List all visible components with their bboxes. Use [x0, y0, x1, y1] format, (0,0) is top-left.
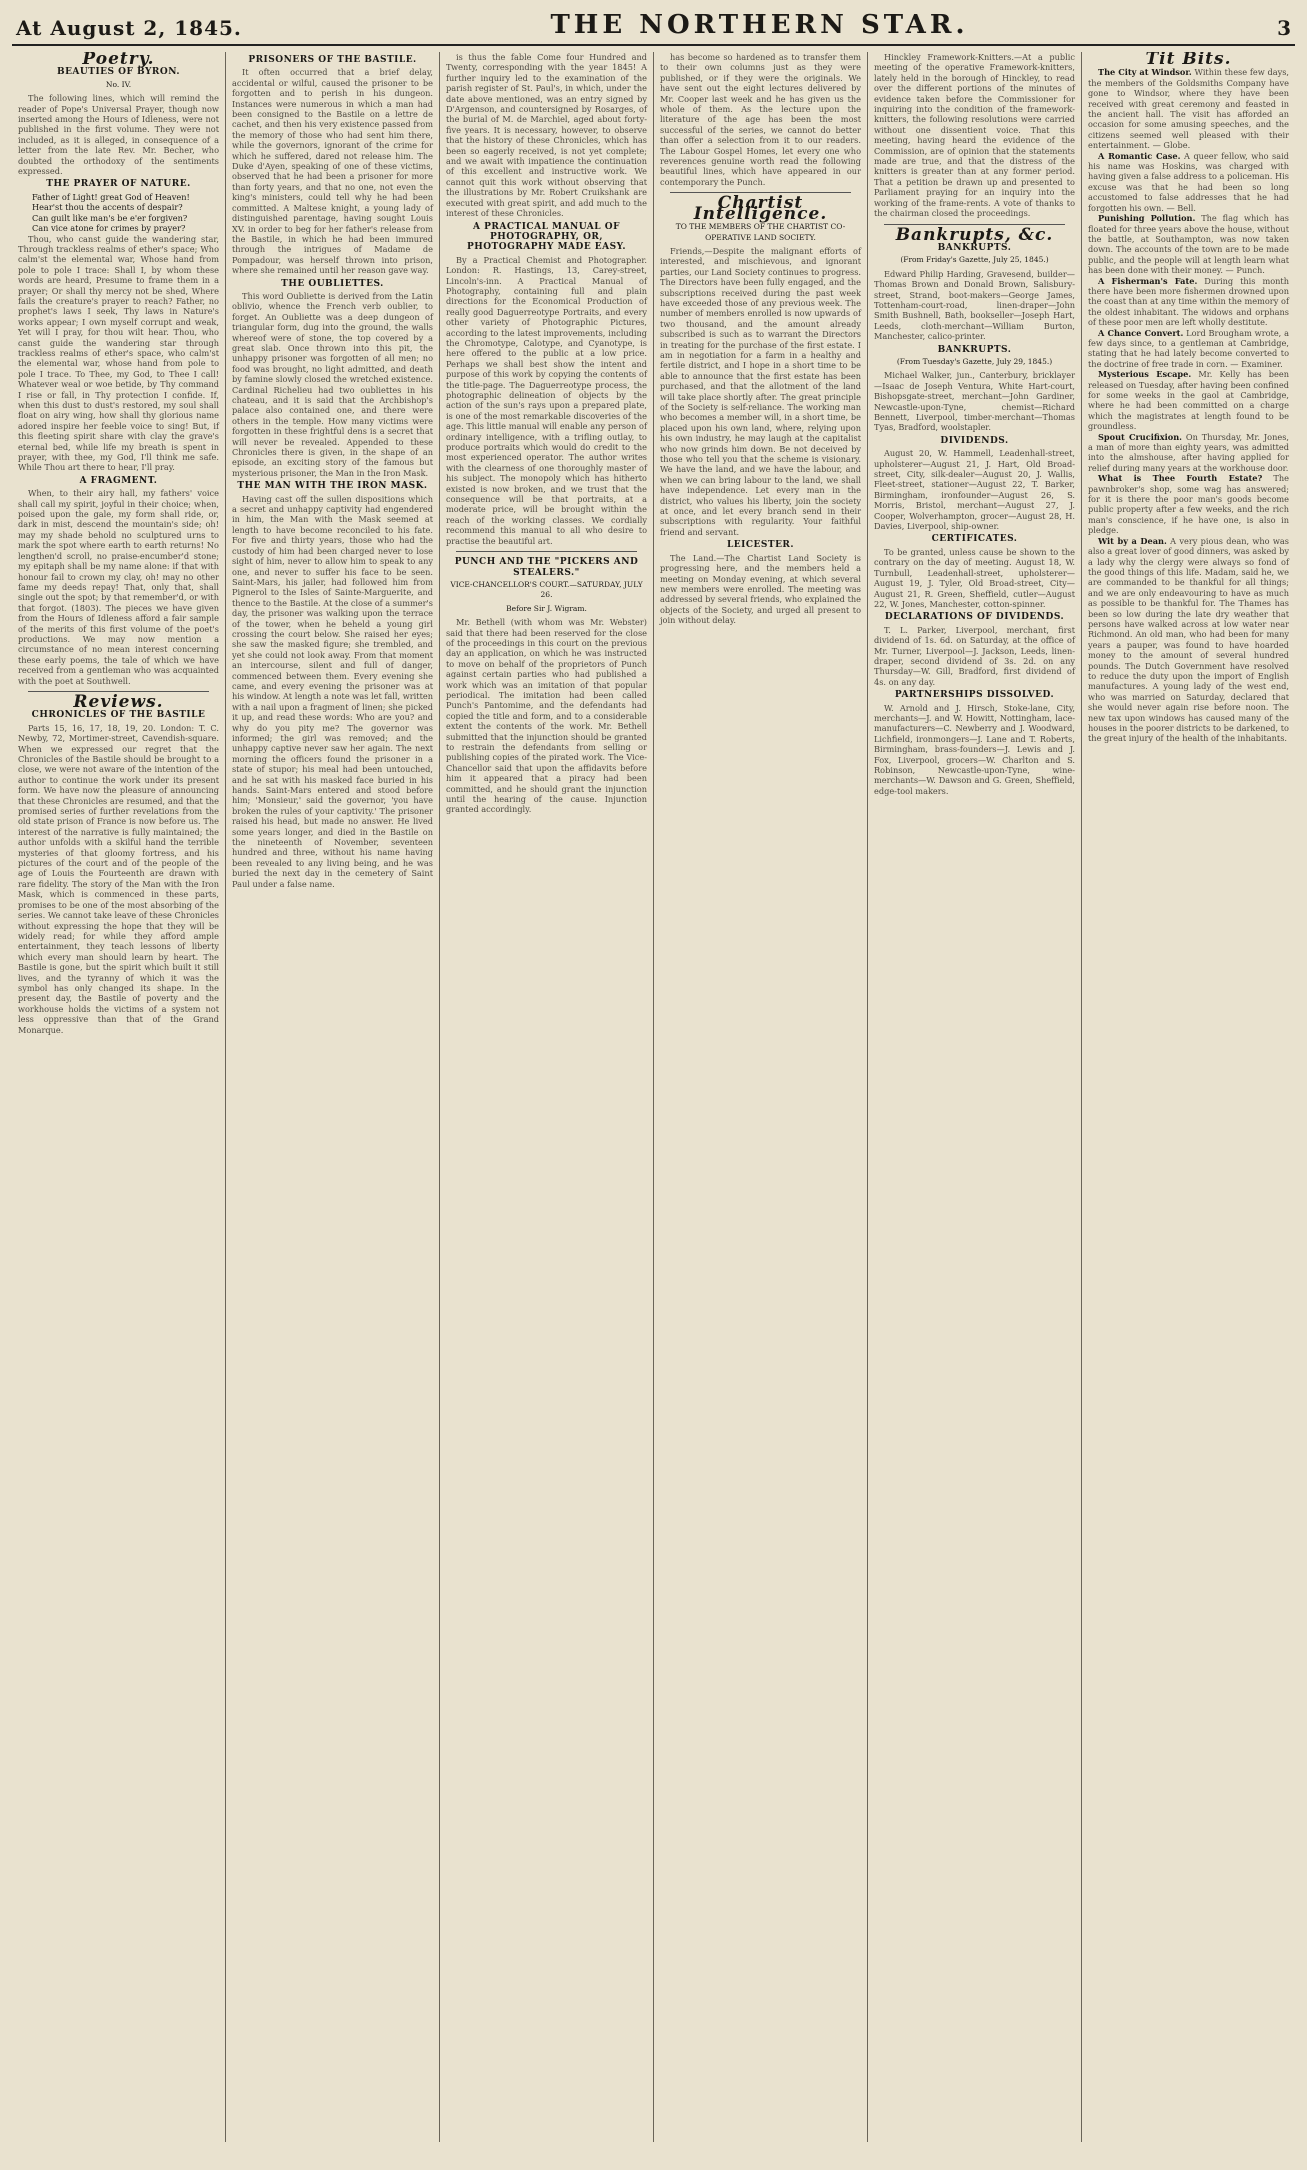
columns	[12, 52, 1295, 2142]
punch-head: PUNCH AND THE "PICKERS AND STEALERS."	[454, 557, 639, 578]
partnerships-head: PARTNERSHIPS DISSOLVED.	[894, 690, 1055, 701]
review-text	[18, 723, 219, 1035]
section-tit-bits: Tit Bits.	[1145, 52, 1232, 69]
column-5	[868, 52, 1082, 2142]
article-subhead: THE MAN WITH THE IRON MASK.	[237, 481, 428, 492]
article-text	[446, 255, 647, 546]
poem2-title: THE PRAYER OF NATURE.	[46, 179, 191, 190]
column-3	[440, 52, 654, 2142]
fragment-text	[18, 488, 219, 686]
article-text	[660, 246, 861, 537]
article-text	[232, 494, 433, 889]
punch-sub: VICE-CHANCELLOR'S COURT.—SATURDAY, JULY 26.	[450, 579, 643, 600]
masthead	[12, 10, 1295, 46]
tit-bit-title: Mysterious Escape.	[1098, 369, 1192, 380]
tit-bit	[1088, 369, 1289, 431]
bankrupt-list	[874, 370, 1075, 432]
tit-bit	[1088, 151, 1289, 213]
verse-block	[18, 192, 219, 234]
certificate-list	[874, 547, 1075, 609]
bankrupts-head: BANKRUPTS.	[937, 344, 1012, 355]
divider	[456, 551, 637, 552]
section-poetry: Poetry.	[82, 52, 155, 69]
article-text	[660, 52, 861, 187]
review-title: CHRONICLES OF THE BASTILE	[31, 710, 206, 721]
newspaper-page	[12, 10, 1295, 2150]
tit-bit-title: A Chance Convert.	[1098, 327, 1184, 338]
article-subhead: THE OUBLIETTES.	[281, 278, 384, 289]
masthead-date: At August 2, 1845.	[16, 16, 242, 40]
verse-continued	[18, 234, 219, 473]
column-2	[226, 52, 440, 2142]
tit-bit-title: The City at Windsor.	[1098, 67, 1192, 78]
tit-bit	[1088, 328, 1289, 370]
fragment-title: A FRAGMENT.	[79, 475, 158, 486]
verse-line: Father of Light! great God of Heaven!	[32, 191, 190, 202]
column-1	[12, 52, 226, 2142]
article-text	[232, 67, 433, 275]
section-bankrupts: Bankrupts, &c.	[895, 224, 1054, 245]
tit-bit-title: A Fisherman's Fate.	[1098, 275, 1198, 286]
tit-bit	[1088, 536, 1289, 744]
dividends-head: DIVIDENDS.	[940, 435, 1009, 446]
tit-bit	[1088, 213, 1289, 275]
dividend-list	[874, 448, 1075, 531]
article-text	[446, 52, 647, 219]
tit-bit-title: Wit by a Dean.	[1098, 535, 1167, 546]
poem-intro	[18, 93, 219, 176]
leicester-head: LEICESTER.	[726, 540, 795, 551]
verse-line: Can vice atone for crimes by prayer?	[32, 223, 186, 234]
tit-bit-title: What is Thee Fourth Estate?	[1098, 473, 1263, 484]
tit-bit-title: A Romantic Case.	[1098, 150, 1181, 161]
article-text	[232, 291, 433, 478]
article-head: PRISONERS OF THE BASTILE.	[248, 55, 417, 65]
column-4	[654, 52, 868, 2142]
bankrupt-list	[874, 269, 1075, 342]
tit-bit	[1088, 473, 1289, 535]
poem-number: No. IV.	[105, 79, 132, 89]
tit-bit	[1088, 67, 1289, 150]
section-reviews: Reviews.	[73, 691, 164, 712]
article-text	[874, 52, 1075, 219]
tit-bit-title: Punishing Pollution.	[1098, 213, 1196, 224]
bankrupts-sub: (From Tuesday's Gazette, July 29, 1845.)	[896, 356, 1053, 366]
page-number: 3	[1277, 16, 1291, 40]
article-text	[446, 617, 647, 815]
bankrupts-head: BANKRUPTS.	[937, 242, 1012, 253]
punch-sub2: Before Sir J. Wigram.	[506, 603, 587, 613]
tit-bit	[1088, 276, 1289, 328]
tit-bit-title: Spout Crucifixion.	[1098, 431, 1183, 442]
article-head: A PRACTICAL MANUAL OF PHOTOGRAPHY, OR, PHOTOGRAPHY MADE EASY.	[466, 221, 627, 253]
certificates-head: CERTIFICATES.	[931, 534, 1018, 545]
bankrupts-sub: (From Friday's Gazette, July 25, 1845.)	[900, 255, 1049, 265]
declarations-head: DECLARATIONS OF DIVIDENDS.	[884, 612, 1065, 623]
section-chartist: Chartist Intelligence.	[693, 193, 828, 224]
poem-title: BEAUTIES OF BYRON.	[56, 67, 181, 78]
tit-bit	[1088, 432, 1289, 474]
verse-line: Hear'st thou the accents of despair?	[32, 202, 183, 213]
verse-line: Can guilt like man's be e'er forgiven?	[32, 212, 188, 223]
column-6	[1082, 52, 1295, 2142]
masthead-title: THE NORTHERN STAR.	[550, 10, 969, 40]
article-text	[660, 553, 861, 626]
chartist-sub: TO THE MEMBERS OF THE CHARTIST CO-OPERATIVE LAND SOCIETY.	[675, 222, 846, 242]
declaration-list	[874, 625, 1075, 687]
partnership-list	[874, 703, 1075, 797]
